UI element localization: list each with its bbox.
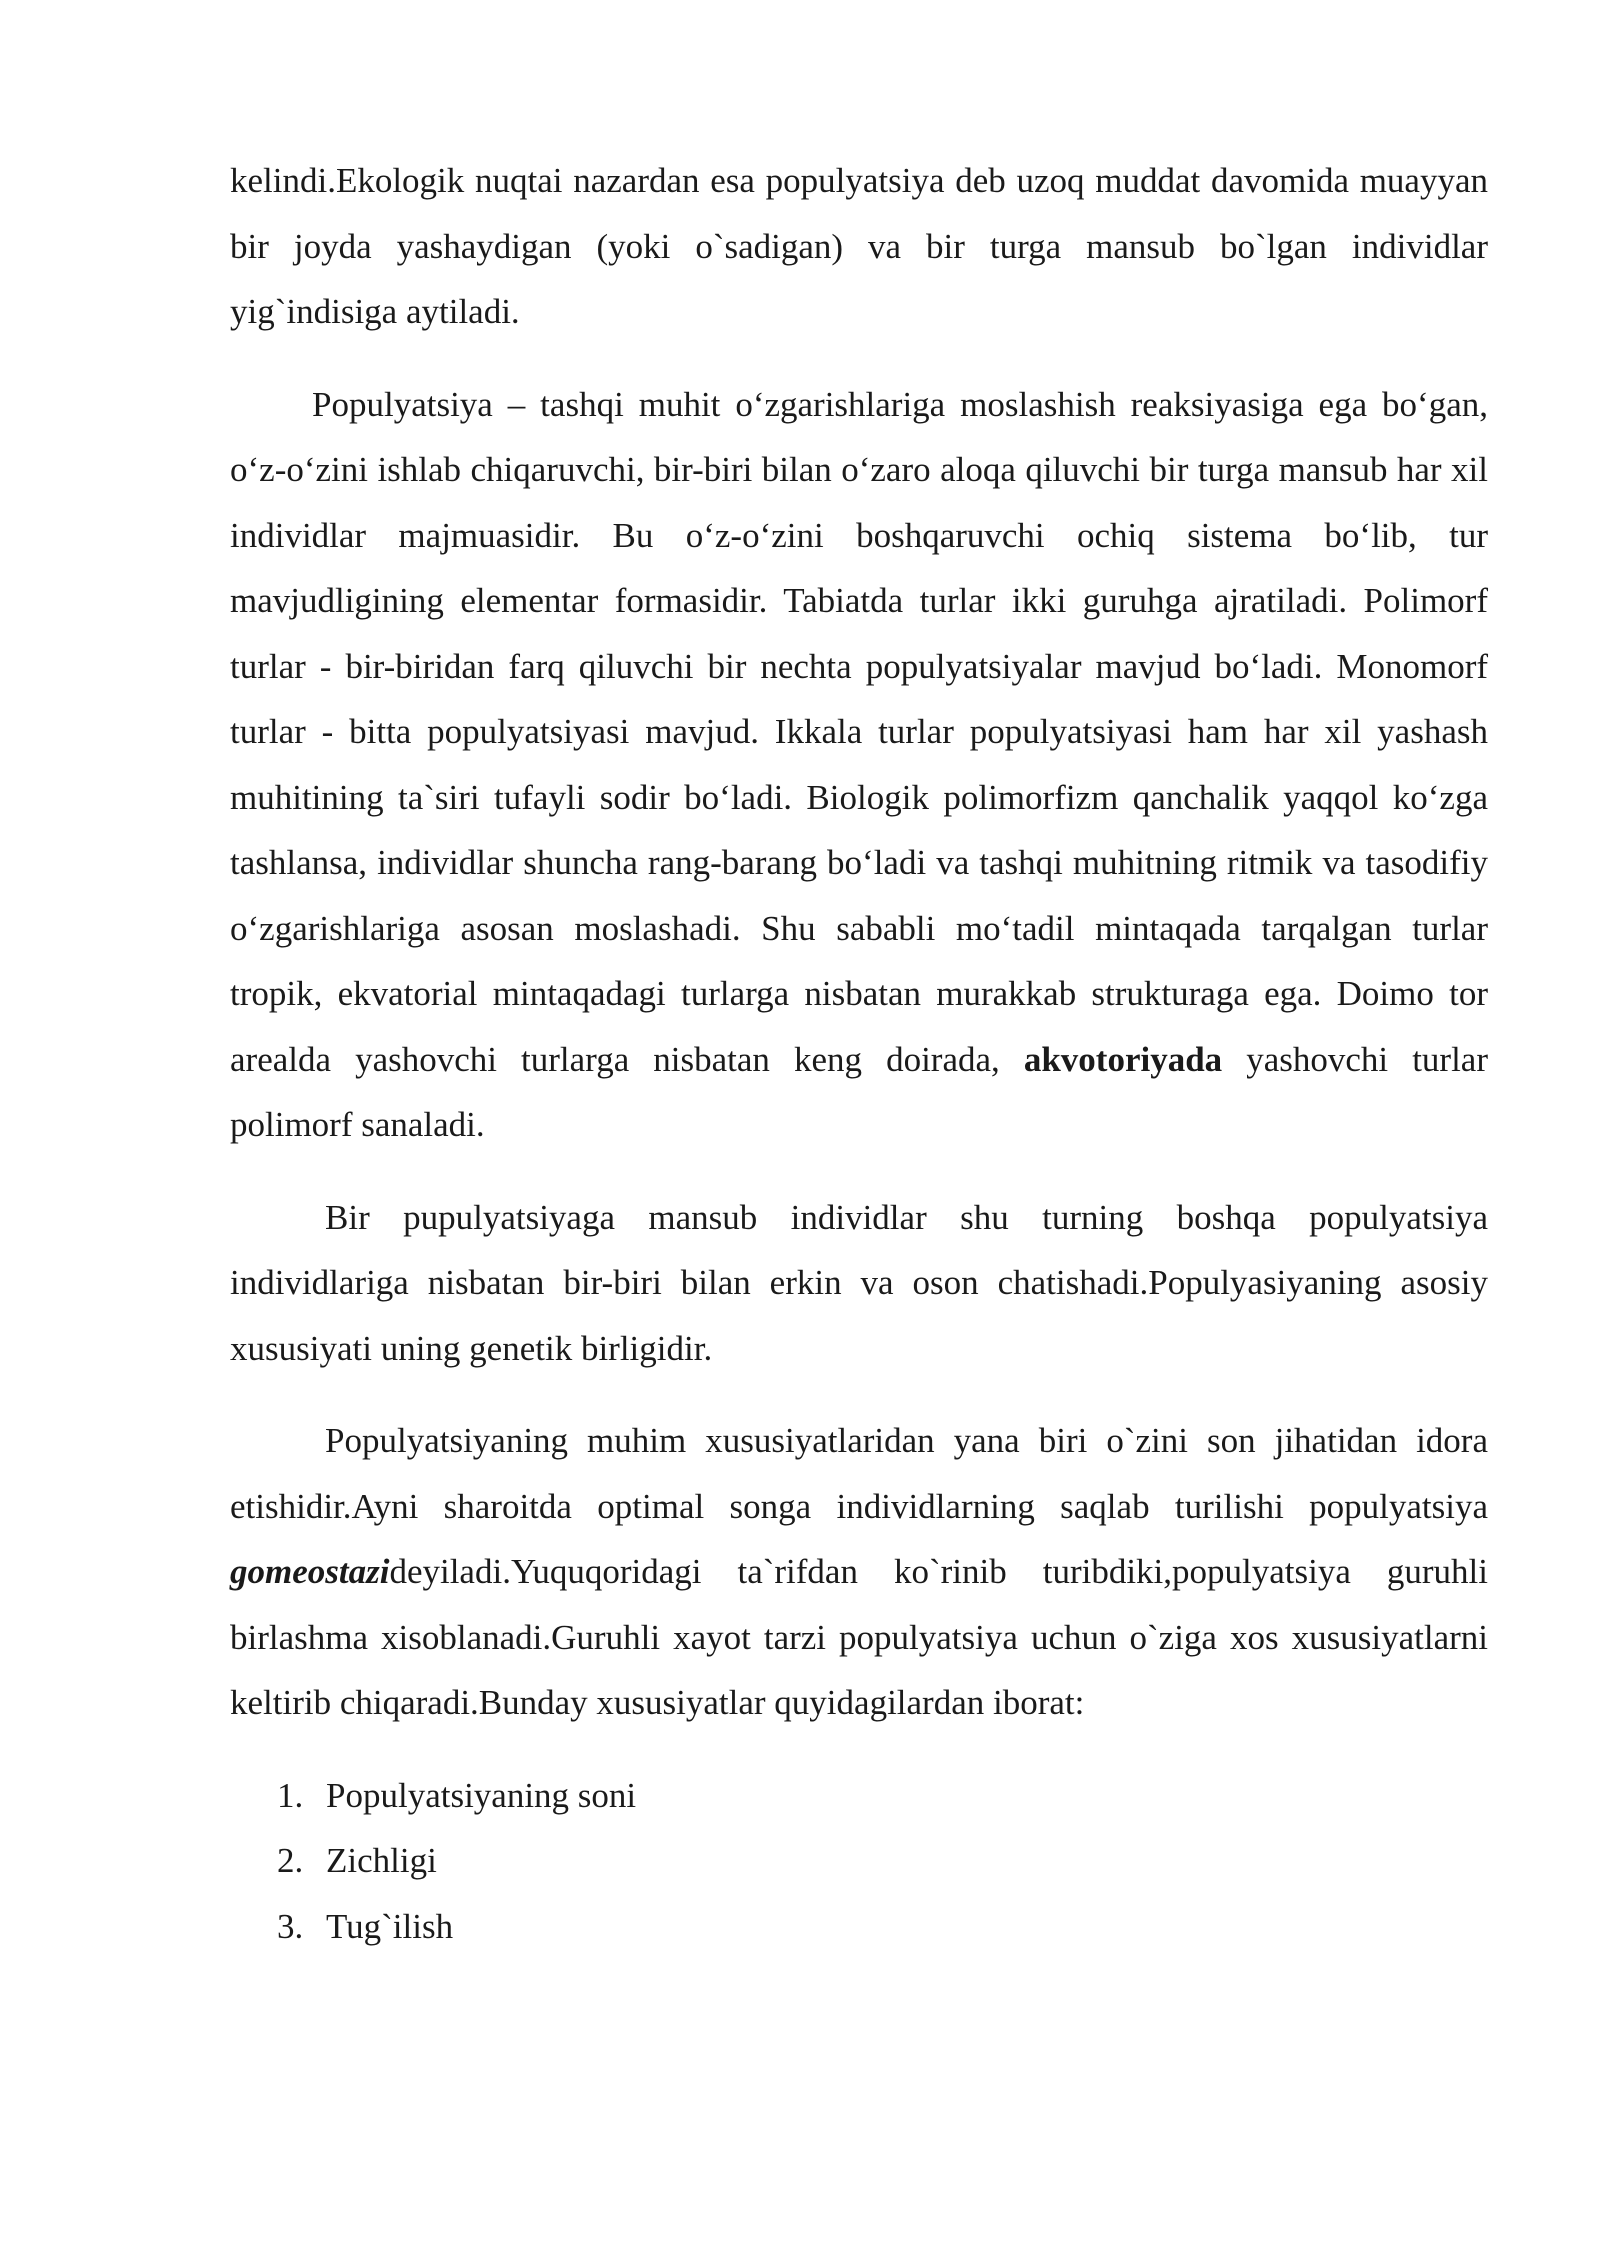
list-item-number: 2. (277, 1841, 304, 1880)
list-item-number: 3. (277, 1906, 304, 1946)
paragraph-2-text-end: yashovchi turlar polimorf sanaladi. (230, 1039, 1489, 1144)
list-item-text: Zichligi (326, 1841, 437, 1880)
paragraph-2 (230, 372, 1488, 1158)
paragraph-3 (230, 1185, 1488, 1382)
numbered-list (230, 1763, 1488, 1960)
bold-term-akvotoriyada: akvotoriyada (1023, 1039, 1223, 1079)
bold-italic-term-gomeostazi: gomeostazi (230, 1552, 390, 1591)
paragraph-1-text: kelindi.Ekologik nuqtai nazardan esa populyatsiya deb uzoq muddat davomida muayyan bir joyda yashaydigan (yoki o`sadigan) va bir turga mansub bo`lgan individlar yig`indisiga aytiladi. (230, 161, 1488, 331)
paragraph-4-text-end: deyiladi.Yuquqoridagi ta`rifdan ko`rinib turibdiki,populyatsiya guruhli birlashma xisoblanadi.Guruhli xayot tarzi populyatsiya uchun o`ziga xos xususiyatlarni keltirib chiqaradi.Bunday xususiyatlar quyidagilardan iborat: (230, 1552, 1488, 1722)
list-item (230, 1894, 1488, 1960)
paragraph-3-text: Bir pupulyatsiyaga mansub individlar shu turning boshqa populyatsiya individlariga nisbatan bir-biri bilan erkin va oson chatishadi.Populyasiyaning asosiy xususiyati uning genetik birligidir. (230, 1197, 1488, 1368)
list-item-text: Populyatsiyaning soni (326, 1775, 637, 1815)
list-item (230, 1828, 1488, 1894)
list-item-text: Tug`ilish (326, 1906, 454, 1946)
document-page (230, 148, 1488, 1959)
paragraph-4 (230, 1408, 1488, 1736)
paragraph-1 (230, 148, 1488, 345)
paragraph-2-text-start: Populyatsiya – tashqi muhit o‘zgarishlariga moslashish reaksiyasiga ega bo‘gan, o‘z-o‘zini ishlab chiqaruvchi, bir-biri bilan o‘zaro aloqa qiluvchi bir turga mansub har xil individlar majmuasidir. Bu o‘z-o‘zini boshqaruvchi ochiq sistema bo‘lib, tur mavjudligining elementar formasidir. Tabiatda turlar ikki guruhga ajratiladi. Polimorf turlar - bir-biridan farq qiluvchi bir nechta populyatsiyalar mavjud bo‘ladi. Monomorf turlar - bitta populyatsiyasi mavjud. Ikkala turlar populyatsiyasi ham har xil yashash muhitining ta`siri tufayli sodir bo‘ladi. Biologik polimorfizm qanchalik yaqqol ko‘zga tashlansa, individlar shuncha rang-barang bo‘ladi va tashqi muhitning ritmik va tasodifiy o‘zgarishlariga asosan moslashadi. Shu sababli mo‘tadil mintaqada tarqalgan turlar tropik, ekvatorial mintaqadagi turlarga nisbatan murakkab strukturaga ega. Doimo tor arealda yashovchi turlarga nisbatan keng doirada, (230, 384, 1488, 1079)
list-item (230, 1763, 1488, 1829)
paragraph-4-text-start: Populyatsiyaning muhim xususiyatlaridan yana biri o`zini son jihatidan idora etishidir.Ayni sharoitda optimal songa individlarning saqlab turilishi populyatsiya (230, 1421, 1488, 1526)
list-item-number: 1. (277, 1775, 304, 1815)
